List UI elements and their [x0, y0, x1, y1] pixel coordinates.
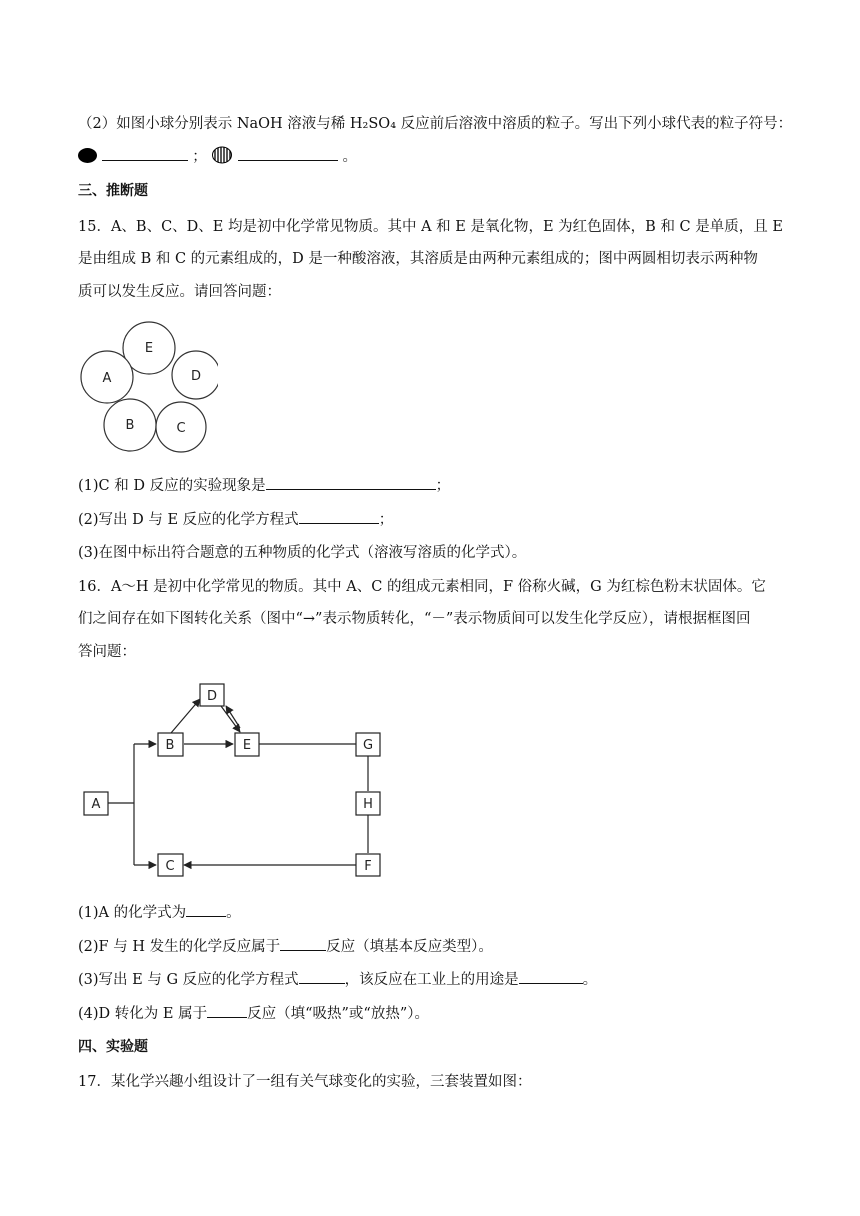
q16-sub4: (4)D 转化为 E 属于 反应（填“吸热”或“放热”）。: [78, 1002, 429, 1023]
answer-blank-q16-1[interactable]: [186, 902, 226, 917]
q14-part2-text: （2）如图小球分别表示 NaOH 溶液与稀 H₂SO₄ 反应前后溶液中溶质的粒子。写出下列小球代表的粒子符号：: [78, 116, 793, 132]
period: 。: [342, 149, 358, 165]
q15-sub1: (1)C 和 D 反应的实验现象是 ；: [78, 474, 450, 495]
answer-blank-ball1[interactable]: [102, 146, 188, 161]
striped-ball-icon: [211, 146, 233, 168]
separator: ；: [192, 149, 207, 165]
solid-black-ball-icon: [78, 148, 97, 163]
circle-label-e: E: [144, 341, 154, 356]
answer-blank-q16-4[interactable]: [207, 1003, 247, 1018]
answer-blank-q16-3a[interactable]: [299, 969, 345, 984]
circle-label-b: B: [125, 418, 135, 433]
q16-line2: 们之间存在如下图转化关系（图中“→”表示物质转化，“－”表示物质间可以发生化学反应），请根据框图回: [78, 611, 751, 627]
box-label-b: B: [165, 738, 175, 753]
q14-part2-answer-line: [78, 145, 357, 168]
q15-sub3: (3)在图中标出符合题意的五种物质的化学式（溶液写溶质的化学式）。: [78, 545, 527, 561]
box-label-f: F: [364, 859, 372, 874]
q17-line1: 17．某化学兴趣小组设计了一组有关气球变化的实验，三套装置如图：: [78, 1074, 532, 1090]
box-label-h: H: [363, 797, 373, 812]
answer-blank-q16-3b[interactable]: [519, 969, 583, 984]
q15-sub2: (2)写出 D 与 E 反应的化学方程式 ；: [78, 508, 393, 529]
q16-sub2: (2)F 与 H 发生的化学反应属于 反应（填基本反应类型）。: [78, 935, 493, 956]
box-label-g: G: [362, 738, 374, 753]
q15-line3: 质可以发生反应。请回答问题：: [78, 284, 281, 300]
q16-flow-diagram: [78, 676, 388, 886]
section4-heading: 四、实验题: [78, 1039, 148, 1055]
circle-label-d: D: [190, 369, 202, 384]
q15-line2: 是由组成 B 和 C 的元素组成的，D 是一种酸溶液，其溶质是由两种元素组成的；图中两圆相切表示两种物: [78, 251, 758, 267]
box-label-a: A: [91, 797, 101, 812]
answer-blank-q15-2[interactable]: [299, 509, 379, 524]
box-label-d: D: [206, 689, 218, 704]
q15-line1: 15．A、B、C、D、E 均是初中化学常见物质。其中 A 和 E 是氧化物，E 为红色固体，B 和 C 是单质，且 E: [78, 219, 783, 235]
q16-sub3: (3)写出 E 与 G 反应的化学方程式 ，该反应在工业上的用途是 。: [78, 968, 597, 989]
q16-line3: 答问题：: [78, 644, 136, 660]
q16-line1: 16．A～H 是初中化学常见的物质。其中 A、C 的组成元素相同，F 俗称火碱，G 为红棕色粉末状固体。它: [78, 579, 766, 595]
box-label-c: C: [165, 859, 175, 874]
q15-circle-diagram: [78, 316, 218, 461]
circle-label-c: C: [176, 421, 186, 436]
box-label-e: E: [242, 738, 252, 753]
section3-heading: 三、推断题: [78, 183, 148, 199]
answer-blank-q15-1[interactable]: [266, 475, 436, 490]
circle-label-a: A: [102, 371, 112, 386]
answer-blank-q16-2[interactable]: [280, 936, 326, 951]
answer-blank-ball2[interactable]: [238, 146, 338, 161]
q16-sub1: (1)A 的化学式为 。: [78, 901, 241, 922]
